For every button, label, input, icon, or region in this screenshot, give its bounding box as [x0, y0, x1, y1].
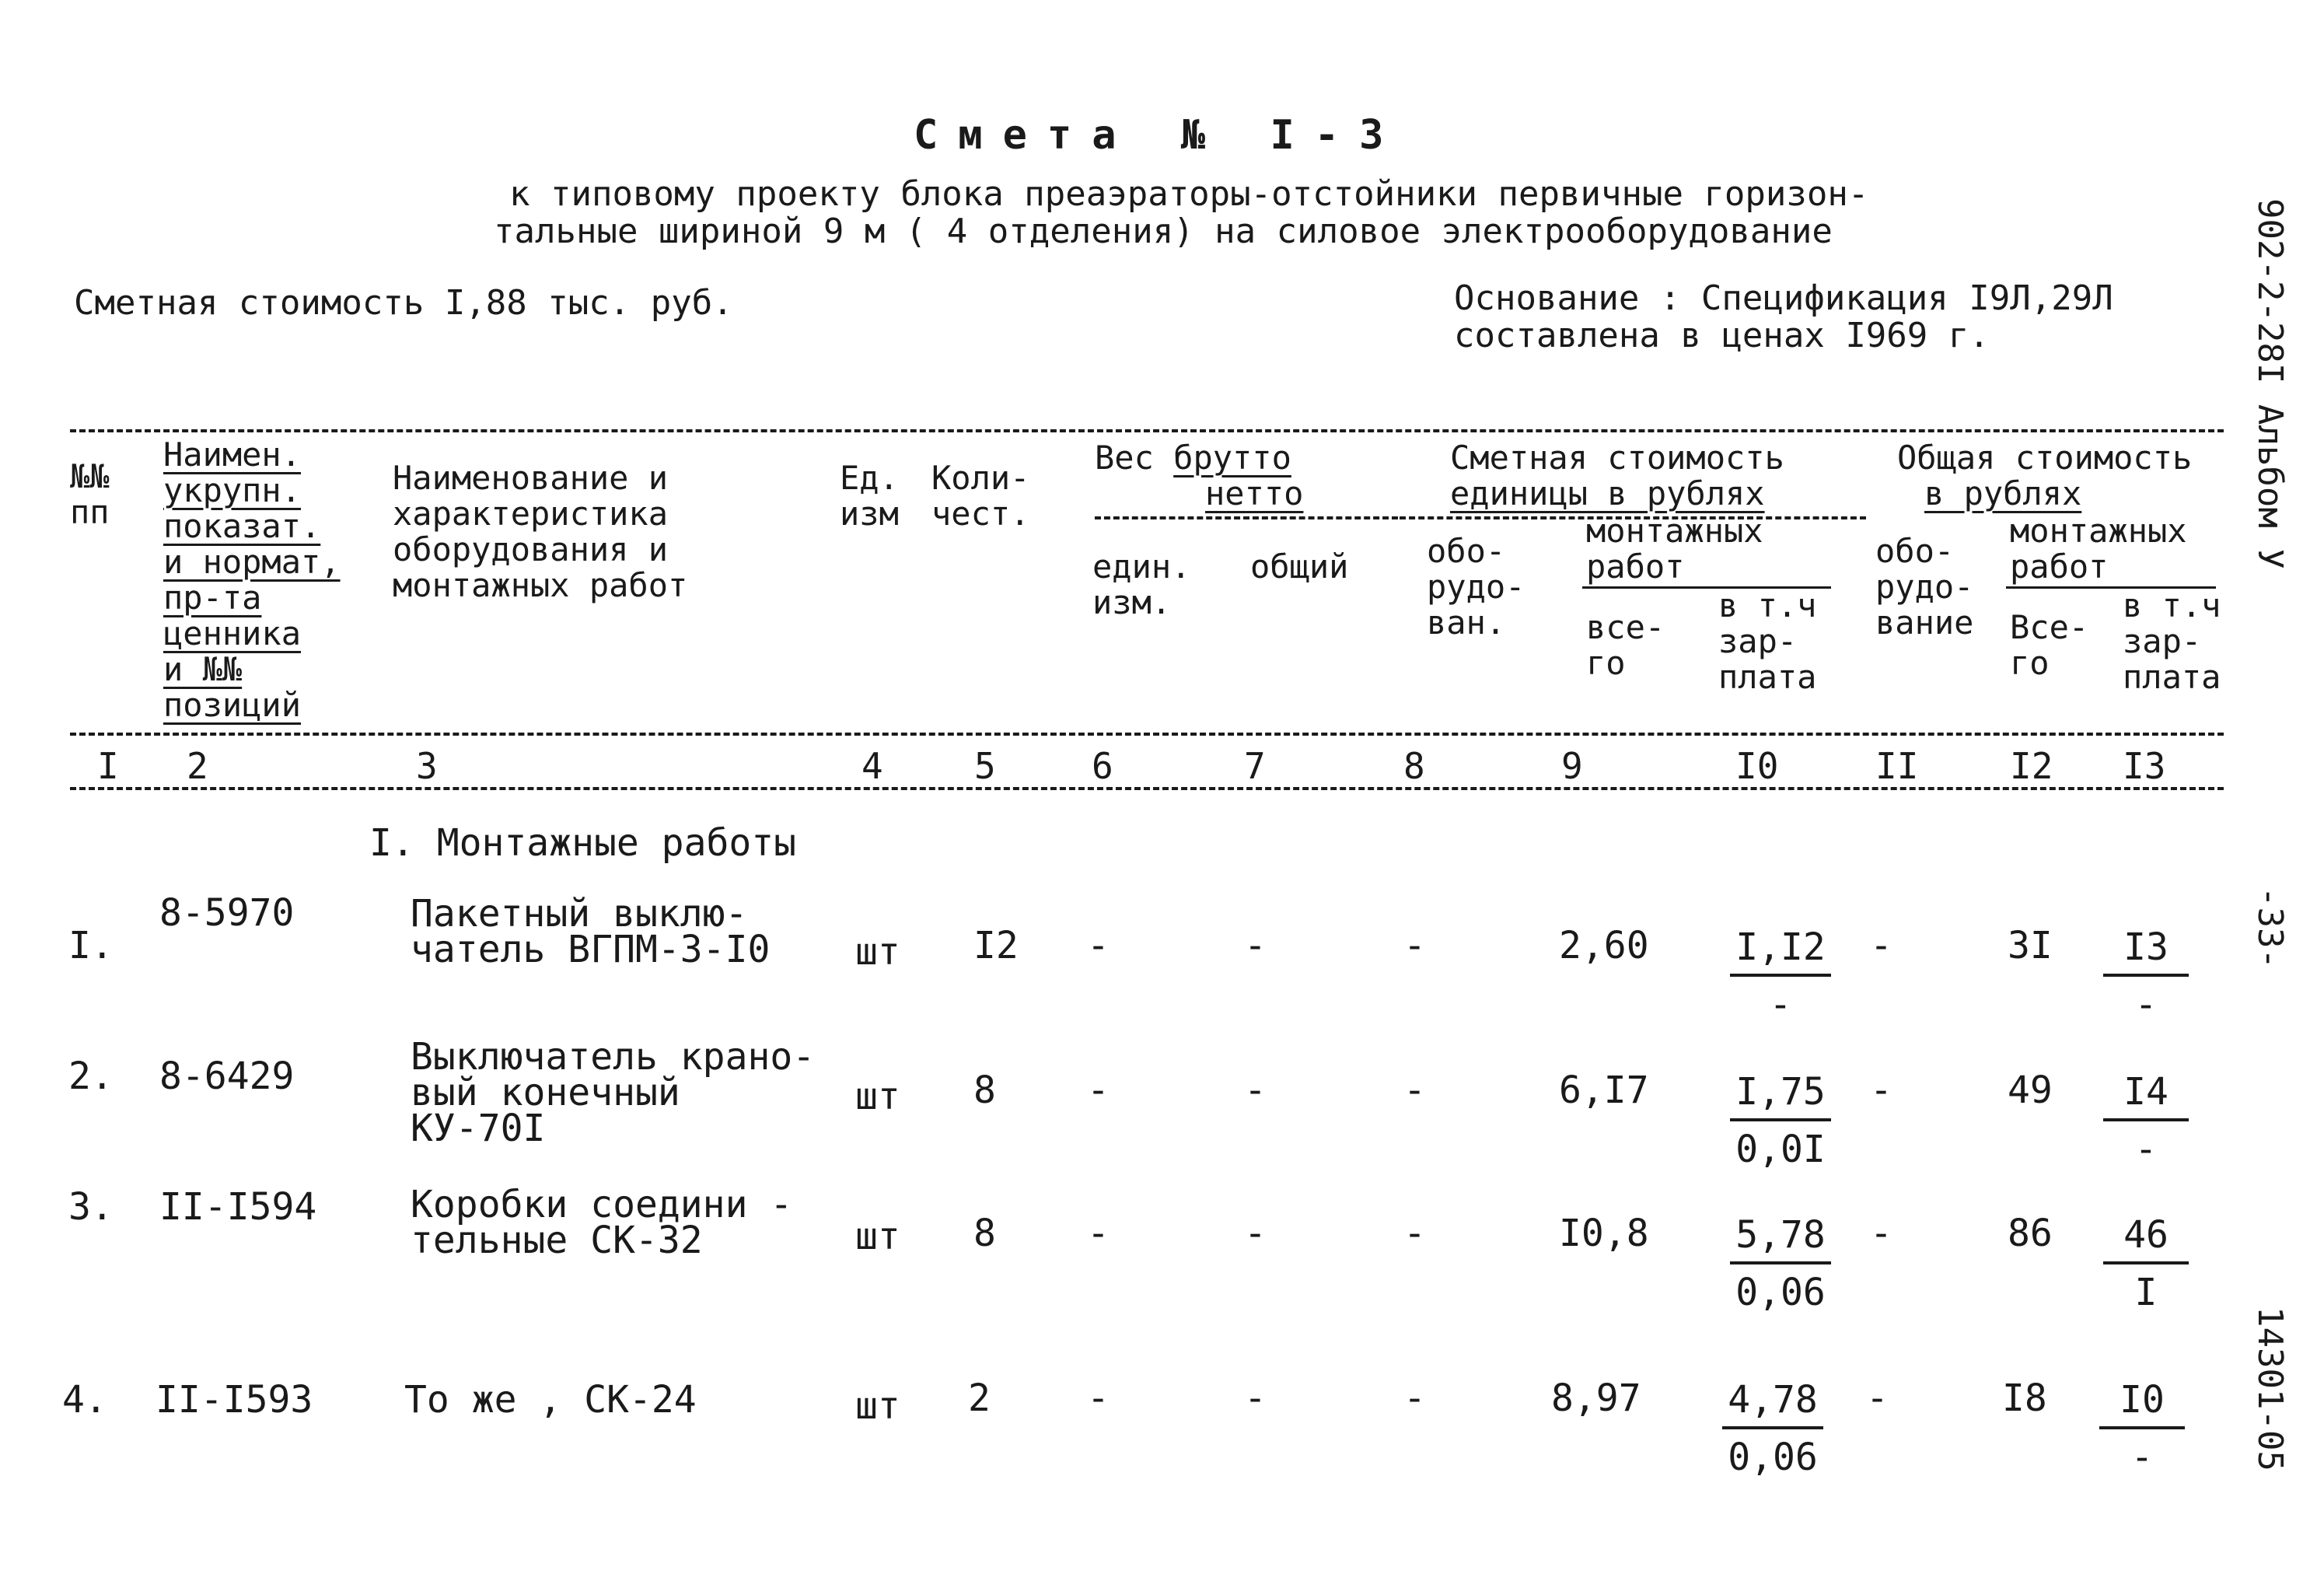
row-qty: I2: [973, 924, 1019, 967]
estimate-title: Смета № I-3: [914, 112, 1404, 159]
row-total-install: 86: [2008, 1212, 2053, 1255]
row-total-wage: I3 -: [2103, 925, 2189, 1027]
row-total-install: 3I: [2008, 924, 2053, 967]
row-name: То же , СК-24: [404, 1378, 697, 1422]
header-weight-unit: един. изм.: [1092, 547, 1191, 621]
colnum-bottom-rule: [70, 787, 2224, 790]
header-unit-equipment: обо- рудо- ван.: [1427, 532, 1525, 642]
row-number: 3.: [68, 1185, 114, 1229]
row-total-equipment: -: [1866, 1376, 1889, 1420]
row-qty: 8: [973, 1069, 996, 1112]
row-number: 4.: [62, 1378, 107, 1422]
estimated-cost: Сметная стоимость I,88 тыс. руб.: [74, 283, 733, 323]
column-number: II: [1875, 745, 1919, 787]
row-total-equipment: -: [1870, 924, 1892, 967]
row-unit: шт: [855, 1384, 900, 1428]
header-unit-wage: в т.ч зар- плата: [1718, 586, 1817, 696]
row-number: 2.: [68, 1055, 114, 1098]
row-equipment: -: [1403, 1376, 1426, 1420]
row-total-wage: $\frac{46}{I}$: [2103, 1213, 2189, 1314]
header-weight-total: общий: [1250, 547, 1349, 586]
header-total-equipment: обо- рудо- вание: [1875, 532, 1974, 642]
header-row-number: №№ пп: [70, 457, 110, 531]
column-number: 8: [1403, 745, 1425, 787]
header-bottom-rule: [70, 733, 2224, 736]
basis-line-2: составлена в ценах I969 г.: [1454, 316, 1990, 355]
row-weight-total: -: [1244, 1376, 1267, 1420]
header-unit-cost-2: единицы в рублях: [1450, 474, 1765, 512]
row-unit: шт: [855, 1215, 900, 1258]
header-total-mont-2: работ: [2010, 547, 2109, 586]
header-quantity: Коли- чест.: [931, 459, 1030, 533]
row-unit: шт: [855, 930, 900, 974]
column-number: 5: [974, 745, 996, 787]
section-heading: I. Монтажные работы: [369, 821, 797, 865]
header-unit-mont-2: работ: [1586, 547, 1685, 586]
row-install-wage: $\frac{5,78}{0,06}$: [1730, 1213, 1831, 1314]
header-unit-mont-1: монтажных: [1586, 512, 1763, 550]
header-unit-total: все- го: [1586, 608, 1665, 682]
header-top-rule: [70, 429, 2224, 432]
row-weight-unit: -: [1087, 924, 1110, 967]
column-number: 9: [1561, 745, 1583, 787]
header-total-cost-1: Общая стоимость: [1897, 439, 2193, 477]
basis-line-1: Основание : Спецификация I9Л,29Л: [1454, 278, 2113, 318]
subtitle-line-1: к типовому проекту блока преаэраторы-отстойники первичные горизон-: [509, 174, 1869, 214]
header-total-cost-2: в рублях: [1924, 474, 2082, 512]
row-install-total: 6,I7: [1559, 1069, 1649, 1112]
header-weight-net: нетто: [1205, 474, 1304, 512]
row-total-equipment: -: [1870, 1069, 1892, 1112]
column-number: 2: [187, 745, 208, 787]
row-weight-unit: -: [1087, 1069, 1110, 1112]
row-total-wage: I4 -: [2103, 1070, 2189, 1171]
row-code: 8-6429: [159, 1055, 295, 1098]
row-install-total: 8,97: [1551, 1376, 1641, 1420]
row-install-wage: $\frac{I,75}{0,0I}$: [1730, 1070, 1831, 1171]
row-total-install: 49: [2008, 1069, 2053, 1112]
row-total-wage: I0 -: [2099, 1378, 2185, 1479]
row-total-install: I8: [2002, 1376, 2047, 1420]
row-equipment: -: [1403, 1069, 1426, 1112]
row-code: II-I594: [159, 1185, 317, 1229]
row-name: Выключатель крано- вый конечный КУ-70I: [411, 1035, 816, 1150]
row-unit: шт: [855, 1075, 900, 1118]
row-name: Коробки соедини - тельные СК-32: [411, 1183, 793, 1262]
row-weight-unit: -: [1087, 1212, 1110, 1255]
header-weight-label: Вес брутто: [1095, 439, 1291, 477]
row-equipment: -: [1403, 924, 1426, 967]
row-install-wage: $\frac{4,78}{0,06}$: [1722, 1378, 1823, 1479]
row-code: II-I593: [156, 1378, 313, 1422]
column-number: 6: [1092, 745, 1113, 787]
column-number: I: [97, 745, 119, 787]
header-total-all: Все- го: [2010, 608, 2089, 682]
header-total-mont-1: монтажных: [2010, 512, 2187, 550]
row-code: 8-5970: [159, 891, 295, 935]
row-number: I.: [68, 924, 114, 967]
row-install-wage: I,I2 -: [1730, 925, 1831, 1027]
subtitle-line-2: тальные шириной 9 м ( 4 отделения) на силовое электрооборудование: [494, 212, 1833, 251]
column-number: I0: [1735, 745, 1779, 787]
row-qty: 2: [968, 1376, 991, 1420]
row-weight-unit: -: [1087, 1376, 1110, 1420]
weight-sub-rule: [1095, 516, 1398, 519]
header-name: Наименование и характеристика оборудования и монтажных работ: [393, 459, 688, 604]
row-install-total: I0,8: [1559, 1212, 1649, 1255]
side-album-label: 902-2-28I Альбом У: [2250, 198, 2290, 569]
header-unit-cost-1: Сметная стоимость: [1450, 439, 1784, 477]
column-number: 4: [861, 745, 883, 787]
row-equipment: -: [1403, 1212, 1426, 1255]
header-total-wage: в т.ч зар- плата: [2123, 586, 2221, 696]
column-number: I3: [2123, 745, 2166, 787]
side-document-code: 14301-05: [2250, 1306, 2290, 1471]
header-unit: Ед. изм: [840, 459, 899, 533]
column-number: I2: [2010, 745, 2053, 787]
header-norm-code: Наимен. укрупн. показат. и нормат, пр-та ценника и №№ позиций: [163, 435, 341, 724]
side-page-number: -33-: [2250, 887, 2290, 969]
column-number: 3: [416, 745, 438, 787]
row-weight-total: -: [1244, 1069, 1267, 1112]
row-qty: 8: [973, 1212, 996, 1255]
row-weight-total: -: [1244, 1212, 1267, 1255]
row-total-equipment: -: [1870, 1212, 1892, 1255]
row-install-total: 2,60: [1559, 924, 1649, 967]
row-name: Пакетный выклю- чатель ВГПМ-3-I0: [411, 892, 771, 971]
column-number: 7: [1244, 745, 1266, 787]
row-weight-total: -: [1244, 924, 1267, 967]
